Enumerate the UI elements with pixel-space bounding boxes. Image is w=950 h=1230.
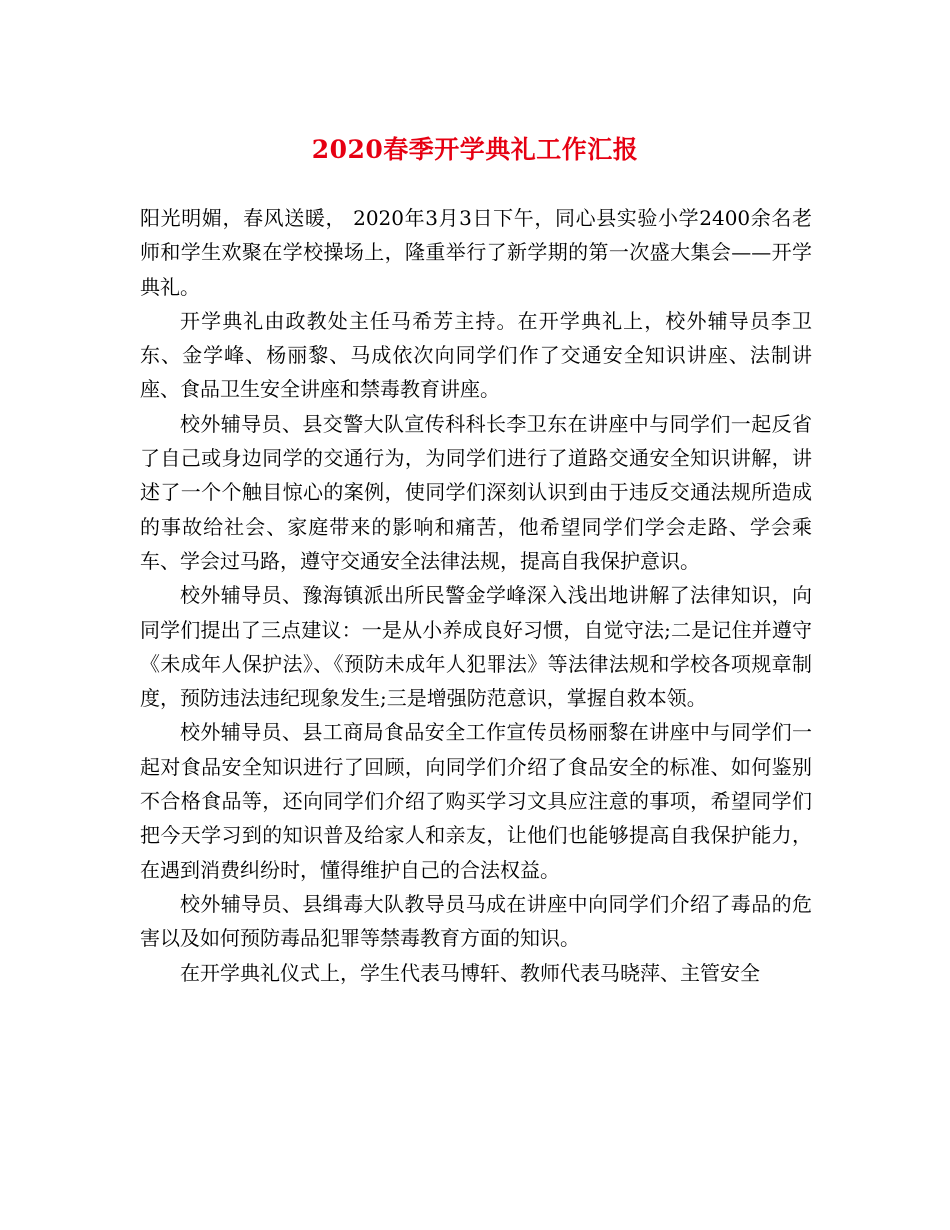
paragraph-4: 校外辅导员、豫海镇派出所民警金学峰深入浅出地讲解了法律知识，向同学们提出了三点建议：一是从小养成良好习惯，自觉守法;二是记住并遵守《未成年人保护法》、《预防未成年人犯罪法》等法律法规和学校各项规章制度，预防违法违纪现象发生;三是增强防范意识，掌握自救本领。	[140, 583, 812, 711]
document-body	[140, 201, 812, 990]
paragraph-1: 阳光明媚，春风送暖， 2020年3月3日下午，同心县实验小学2400余名老师和学生欢聚在学校操场上，隆重举行了新学期的第一次盛大集会——开学典礼。	[140, 206, 812, 299]
paragraph-5: 校外辅导员、县工商局食品安全工作宣传员杨丽黎在讲座中与同学们一起对食品安全知识进行了回顾，向同学们介绍了食品安全的标准、如何鉴别不合格食品等，还向同学们介绍了购买学习文具应注意的事项，希望同学们把今天学习到的知识普及给家人和亲友，让他们也能够提高自我保护能力，在遇到消费纠纷时，懂得维护自己的合法权益。	[140, 720, 812, 882]
paragraph-6: 校外辅导员、县缉毒大队教导员马成在讲座中向同学们介绍了毒品的危害以及如何预防毒品犯罪等禁毒教育方面的知识。	[140, 891, 812, 951]
paragraph-2: 开学典礼由政教处主任马希芳主持。在开学典礼上，校外辅导员李卫东、金学峰、杨丽黎、马成依次向同学们作了交通安全知识讲座、法制讲座、食品卫生安全讲座和禁毒教育讲座。	[140, 308, 812, 402]
paragraph-7: 在开学典礼仪式上，学生代表马博轩、教师代表马晓萍、主管安全	[180, 960, 760, 985]
paragraph-3: 校外辅导员、县交警大队宣传科科长李卫东在讲座中与同学们一起反省了自己或身边同学的交通行为，为同学们进行了道路交通安全知识讲解，讲述了一个个触目惊心的案例，使同学们深刻认识到由于违反交通法规所造成的事故给社会、家庭带来的影响和痛苦，他希望同学们学会走路、学会乘车、学会过马路，遵守交通安全法律法规，提高自我保护意识。	[140, 411, 812, 573]
document-title: 2020春季开学典礼工作汇报	[311, 135, 639, 164]
